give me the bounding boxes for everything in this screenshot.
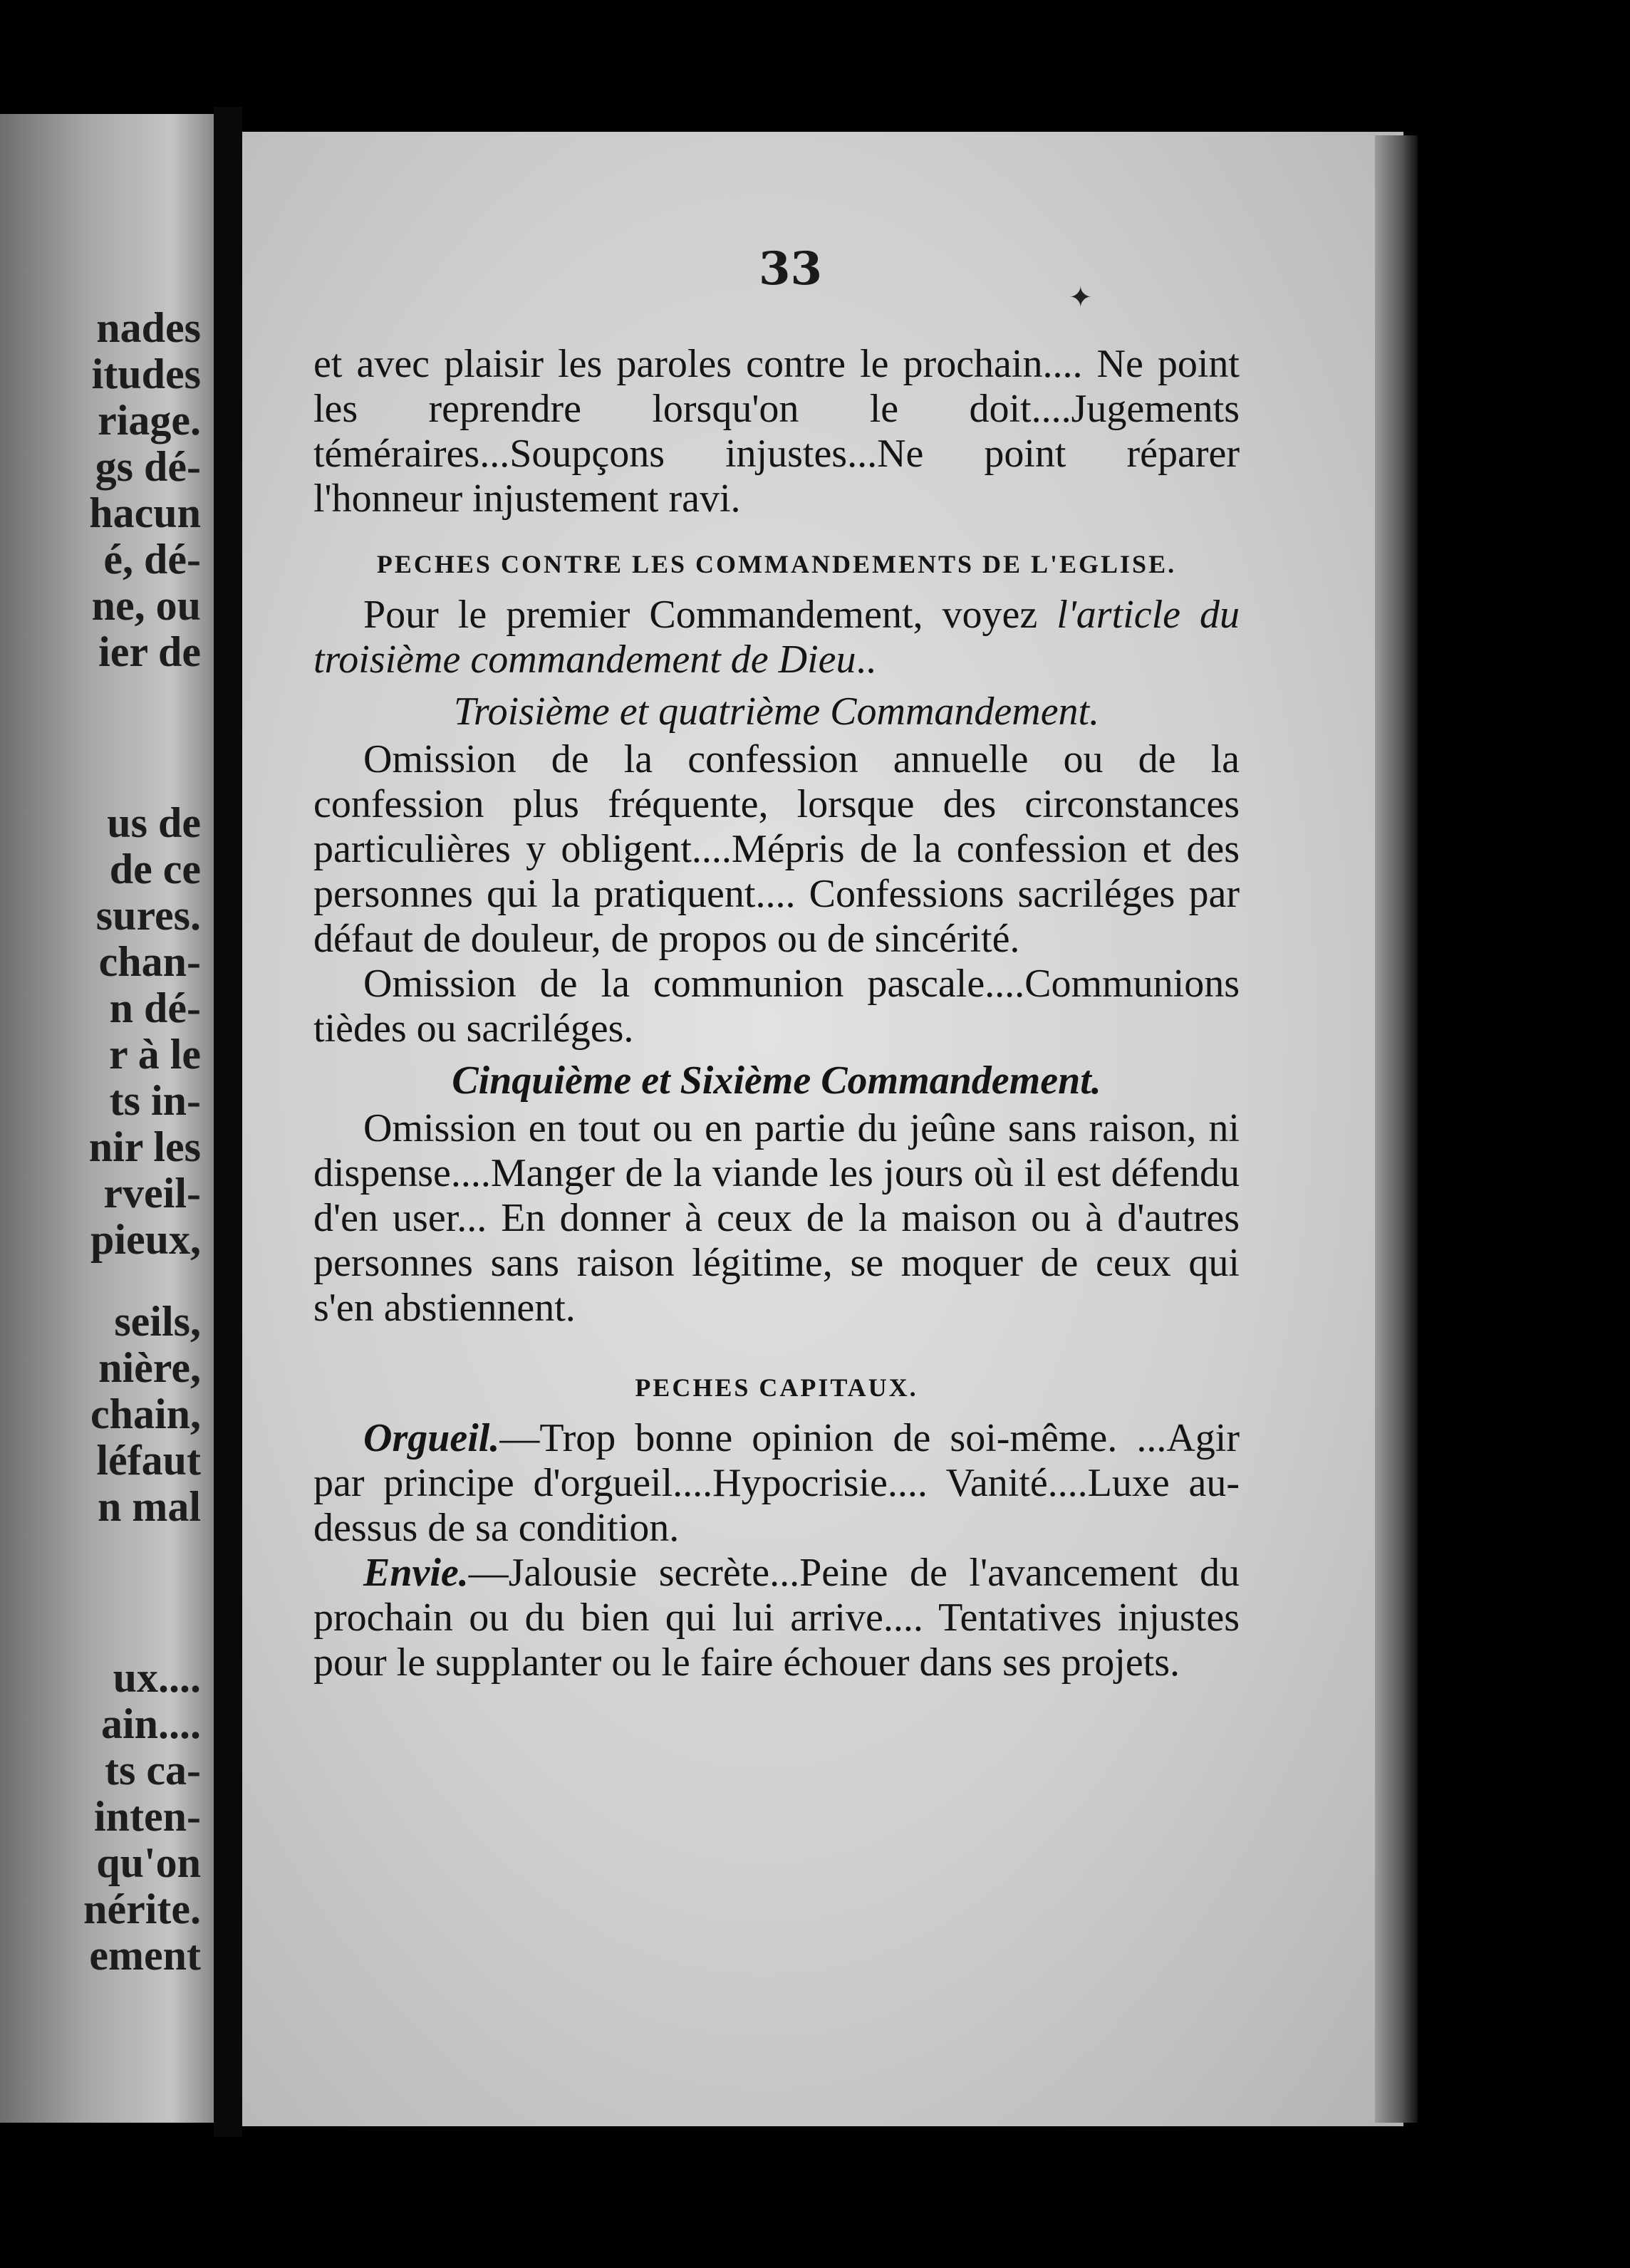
- left-page-fragment: ain....: [100, 1700, 201, 1747]
- first-commandment-paragraph: [313, 593, 1240, 682]
- left-page-fragment: chain,: [90, 1390, 201, 1437]
- confession-paragraph: Omission de la confession annuelle ou de la confession plus fréquente, lorsque des circonstances particulières y obligent....Mépris de la confession et des personnes qui la pratiquent.... Confessions sacriléges par défaut de douleur, de propos ou de sincérité.: [313, 737, 1240, 961]
- left-page-fragment: ts ca-: [105, 1747, 201, 1794]
- left-page-fragment: ux....: [113, 1654, 201, 1701]
- envie-paragraph: [313, 1551, 1240, 1685]
- communion-paragraph: Omission de la communion pascale....Communions tièdes ou sacriléges.: [313, 962, 1240, 1051]
- left-page-fragment: ne, ou: [91, 582, 201, 629]
- page-edge: [1375, 135, 1418, 2123]
- left-page-fragment: hacun: [89, 489, 201, 536]
- left-page-fragment: seils,: [114, 1298, 201, 1345]
- left-page-fragment: n dé-: [109, 984, 201, 1031]
- left-page-fragment: itudes: [91, 350, 201, 397]
- section-heading-eglise: PECHES CONTRE LES COMMANDEMENTS DE L'EGLISE.: [376, 550, 1177, 578]
- first-commandment-reference: l'article du troisième commandement de Dieu: [313, 593, 1240, 682]
- left-page-fragment: de ce: [109, 846, 201, 893]
- orgueil-text: —Trop bonne opinion de soi-même. ...Agir par principe d'orgueil....Hypocrisie.... Vanité....Luxe au-dessus de sa condition.: [313, 1416, 1240, 1550]
- jeune-paragraph: Omission en tout ou en partie du jeûne sans raison, ni dispense....Manger de la viande les jours où il est défendu d'en user... En donner à ceux de la maison ou à d'autres personnes sans raison légitime, se moquer de ceux qui s'en abstiennent.: [313, 1106, 1240, 1330]
- left-page-fragment: nière,: [98, 1344, 201, 1391]
- envie-label: Envie.: [363, 1551, 469, 1595]
- page-body: [313, 342, 1240, 1685]
- opening-paragraph: et avec plaisir les paroles contre le prochain.... Ne point les reprendre lorsqu'on le doit....Jugements téméraires...Soupçons injustes...Ne point réparer l'honneur injustement ravi.: [313, 342, 1240, 521]
- left-page-fragment: riage.: [98, 397, 201, 444]
- first-commandment-text: Pour le premier Commandement, voyez: [363, 593, 1057, 637]
- left-page-fragment: n mal: [97, 1483, 201, 1530]
- left-page-fragment: nérite.: [83, 1885, 201, 1933]
- left-page-fragment: ement: [89, 1932, 201, 1979]
- orgueil-label: Orgueil.: [363, 1416, 500, 1460]
- left-page-fragment: é, dé-: [103, 536, 201, 583]
- left-page-fragment: ts in-: [109, 1077, 201, 1124]
- page-number: 33: [759, 242, 823, 296]
- section-heading-capitaux: PECHES CAPITAUX.: [635, 1373, 918, 1402]
- left-page-fragment: nades: [96, 304, 201, 351]
- left-page-fragment: pieux,: [90, 1216, 201, 1263]
- left-page-fragment: qu'on: [96, 1839, 201, 1886]
- orgueil-paragraph: [313, 1416, 1240, 1551]
- ink-speck: ✦: [1069, 281, 1093, 314]
- subheading-third-fourth: Troisième et quatrième Commandement.: [453, 690, 1100, 734]
- left-page-fragment: r à le: [109, 1031, 201, 1078]
- left-page-fragment: inten-: [94, 1793, 201, 1840]
- left-page-fragment: nir les: [88, 1123, 201, 1170]
- first-commandment-end: ..: [856, 638, 876, 682]
- left-page-fragment: chan-: [98, 938, 201, 985]
- left-page-fragment: rveil-: [103, 1170, 201, 1217]
- left-page-fragment: gs dé-: [95, 443, 201, 490]
- envie-text: —Jalousie secrète...Peine de l'avancement du prochain ou du bien qui lui arrive.... Tentatives injustes pour le supplanter ou le faire échouer dans ses projets.: [313, 1551, 1240, 1685]
- left-page-fragment: léfaut: [96, 1437, 201, 1484]
- book-gutter: [214, 107, 242, 2137]
- subheading-fifth-sixth: Cinquième et Sixième Commandement.: [452, 1058, 1101, 1103]
- left-page: [0, 114, 214, 2123]
- left-page-fragment: sures.: [95, 892, 201, 939]
- left-page-fragment: us de: [107, 799, 201, 846]
- left-page-fragment: ier de: [98, 628, 201, 675]
